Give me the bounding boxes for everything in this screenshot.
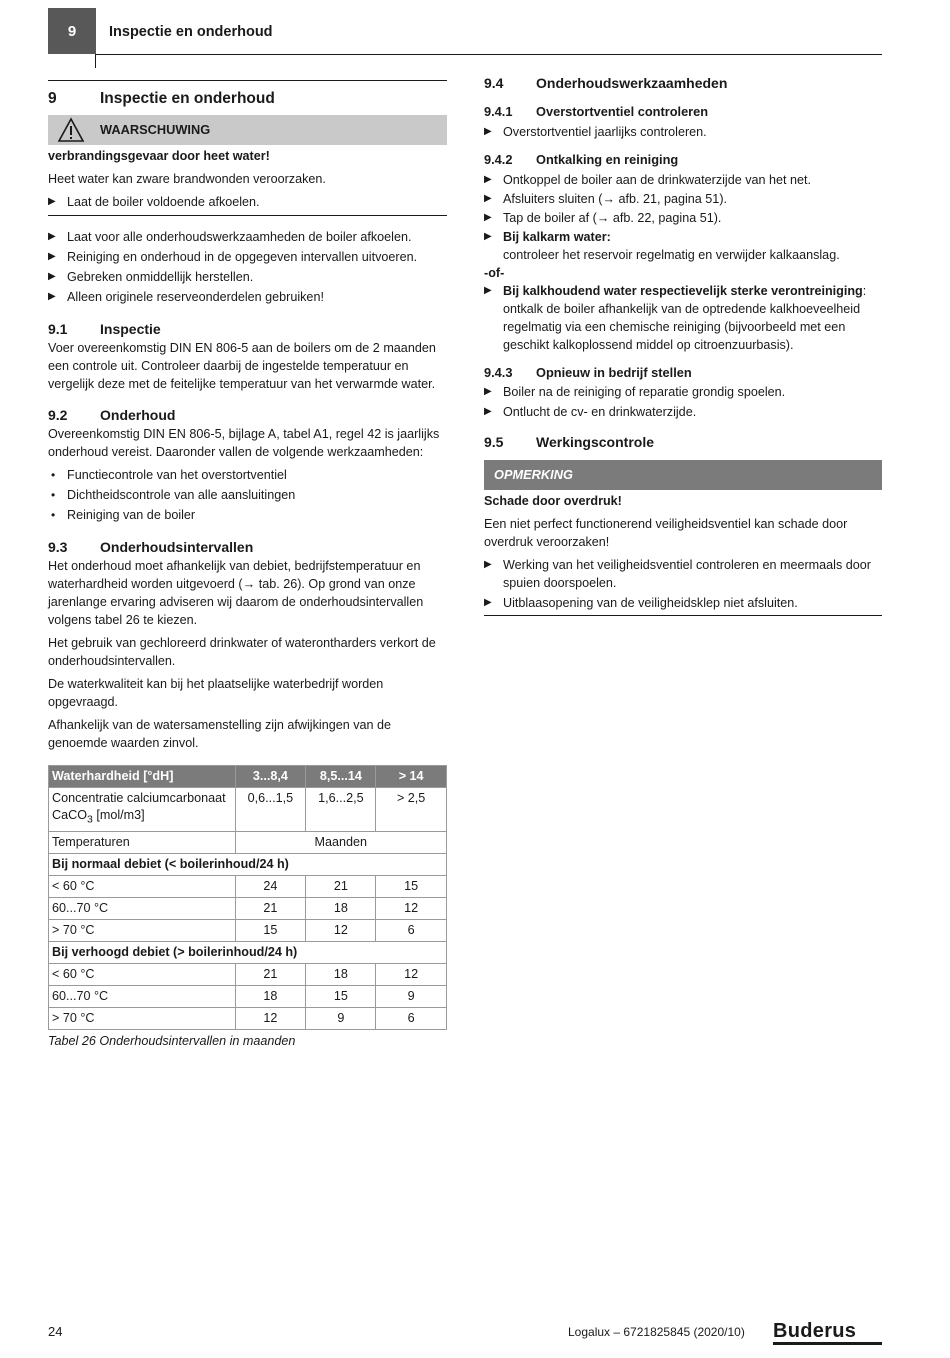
descaling-hard-items — [484, 282, 882, 354]
left-column — [48, 70, 447, 1048]
section-title: Overstortventiel controleren — [536, 104, 709, 119]
section-number: 9.1 — [48, 321, 68, 337]
chapter-title: Inspectie en onderhoud — [109, 24, 273, 40]
table-cell: 18 — [306, 963, 376, 985]
intervals-paragraph-2: Het gebruik van gechloreerd drinkwater of waterontharders verkort de onderhoudsintervallen. — [48, 636, 436, 668]
warning-label: WAARSCHUWING — [100, 122, 211, 137]
section-number: 9.4 — [484, 75, 504, 91]
list-item-text: Dichtheidscontrole van alle aansluitingen — [67, 488, 296, 502]
triangle-right-icon: ▶ — [48, 231, 56, 242]
table-caption: Tabel 26 Onderhoudsintervallen in maanden — [48, 1033, 296, 1048]
list-item-text: Gebreken onmiddellijk herstellen. — [67, 270, 254, 284]
table-cell: 12 — [376, 963, 447, 985]
bullet-dot-icon: • — [51, 508, 56, 522]
table-cell: Temperaturen — [49, 831, 236, 853]
table-cell: > 70 °C — [49, 1007, 236, 1029]
section-9-4-3-heading — [484, 364, 882, 382]
table-cell: < 60 °C — [49, 963, 236, 985]
restart-items — [484, 383, 882, 421]
table-cell: Maanden — [235, 831, 447, 853]
chapter-number-box: 9 — [48, 8, 96, 54]
list-item — [484, 209, 882, 227]
section-9-2-heading — [48, 405, 447, 425]
table-group-cell: Bij verhoogd debiet (> boilerinhoud/24 h) — [49, 941, 447, 963]
bullet-dot-icon: • — [51, 468, 56, 482]
table-cell: 24 — [235, 875, 306, 897]
table-header: 3...8,4 — [235, 766, 306, 788]
warning-end-rule — [48, 215, 447, 216]
warning-actions — [48, 193, 447, 211]
table-row — [49, 985, 447, 1007]
maintenance-text: Overeenkomstig DIN EN 806-5, bijlage A, tabel A1, regel 42 is jaarlijks onderhoud vereist. Daaronder vallen de volgende werkzaamheden: — [48, 427, 440, 459]
list-item-text: Laat voor alle onderhoudswerkzaamheden de boiler afkoelen. — [67, 230, 412, 244]
triangle-right-icon: ▶ — [484, 212, 492, 223]
page-number: 24 — [48, 1324, 63, 1339]
note-bar — [484, 460, 882, 490]
section-title: Onderhoudsintervallen — [100, 539, 254, 555]
table-cell: < 60 °C — [49, 875, 236, 897]
triangle-right-icon: ▶ — [484, 285, 492, 296]
note-items — [484, 556, 882, 612]
list-item — [484, 556, 882, 592]
list-item-text: Overstortventiel jaarlijks controleren. — [503, 125, 707, 139]
header-rule — [96, 54, 882, 55]
descaling-items — [484, 171, 882, 264]
list-item — [484, 383, 882, 401]
document-reference: Logalux – 6721825845 (2020/10) — [568, 1325, 745, 1339]
or-separator: -of- — [484, 266, 505, 280]
warning-bar — [48, 115, 447, 145]
list-item-text: Afsluiters sluiten (→ afb. 21, pagina 51). — [503, 192, 728, 206]
warning-triangle-icon — [57, 117, 85, 148]
list-item — [484, 171, 882, 189]
table-cell: 18 — [235, 985, 306, 1007]
triangle-right-icon: ▶ — [48, 196, 56, 207]
list-item-label: Bij kalkarm water: — [503, 230, 611, 244]
table-header: 8,5...14 — [306, 766, 376, 788]
table-cell: 12 — [235, 1007, 306, 1029]
list-item — [484, 594, 882, 612]
list-item-text: Laat de boiler voldoende afkoelen. — [67, 195, 260, 209]
list-item-text: controleer het reservoir regelmatig en verwijder kalkaanslag. — [503, 248, 840, 262]
list-item — [48, 228, 447, 246]
warning-text: Heet water kan zware brandwonden veroorzaken. — [48, 172, 326, 186]
section-9-3-heading — [48, 537, 447, 557]
section-9-heading — [48, 89, 447, 109]
list-item — [48, 466, 447, 484]
list-item-text: Werking van het veiligheidsventiel controleren en meermaals door spuien doorspoelen. — [503, 558, 871, 590]
table-row — [49, 897, 447, 919]
section-9-5-heading — [484, 432, 882, 452]
section-number: 9.4.1 — [484, 104, 513, 119]
list-item — [48, 506, 447, 524]
list-item — [484, 123, 882, 141]
list-item — [484, 403, 882, 421]
list-item — [48, 268, 447, 286]
list-item — [48, 193, 447, 211]
general-items — [48, 228, 447, 306]
section-title: Onderhoud — [100, 407, 176, 423]
table-cell: 6 — [376, 919, 447, 941]
list-item-text: Ontkoppel de boiler aan de drinkwaterzijde van het net. — [503, 173, 812, 187]
list-item-text: Ontlucht de cv- en drinkwaterzijde. — [503, 405, 697, 419]
section-title: Opnieuw in bedrijf stellen — [536, 365, 692, 380]
triangle-right-icon: ▶ — [48, 271, 56, 282]
table-cell: 21 — [235, 963, 306, 985]
intervals-paragraph-4: Afhankelijk van de watersamenstelling zijn afwijkingen van de genoemde waarden zinvol. — [48, 718, 392, 750]
table-cell: > 2,5 — [376, 788, 447, 832]
maintenance-items — [48, 466, 447, 524]
section-title: Inspectie — [100, 321, 161, 337]
brand-logo-underline — [773, 1342, 882, 1345]
list-item-text: Boiler na de reiniging of reparatie grondig spoelen. — [503, 385, 786, 399]
section-9-4-heading — [484, 73, 882, 93]
triangle-right-icon: ▶ — [484, 597, 492, 608]
table-header: > 14 — [376, 766, 447, 788]
list-item — [484, 190, 882, 208]
list-item-text: Alleen originele reserveonderdelen gebruiken! — [67, 290, 324, 304]
table-header-row — [49, 766, 447, 788]
header-divider — [95, 54, 96, 68]
brand-logo: Buderus — [773, 1320, 857, 1342]
table-row — [49, 1007, 447, 1029]
triangle-right-icon: ▶ — [48, 251, 56, 262]
section-rule — [48, 80, 447, 81]
table-cell: 18 — [306, 897, 376, 919]
list-item-text: Functiecontrole van het overstortventiel — [67, 468, 287, 482]
warning-heading: verbrandingsgevaar door heet water! — [48, 149, 270, 163]
table-cell — [49, 788, 236, 832]
table-row — [49, 831, 447, 853]
table-cell: 21 — [306, 875, 376, 897]
table-cell: 21 — [235, 897, 306, 919]
note-text: Een niet perfect functionerend veiligheidsventiel kan schade door overdruk veroorzaken! — [484, 517, 848, 549]
cell-text: Concentratie calciumcarbonaat CaCO — [52, 791, 226, 822]
list-item-text: Reiniging en onderhoud in de opgegeven intervallen uitvoeren. — [67, 250, 418, 264]
table-group-row — [49, 853, 447, 875]
table-cell: 60...70 °C — [49, 985, 236, 1007]
table-cell: 9 — [306, 1007, 376, 1029]
cell-subscript: 3 — [87, 813, 93, 826]
table-row — [49, 788, 447, 832]
table-row — [49, 875, 447, 897]
list-item-text: ontkalk de boiler afhankelijk van de optredende kalkhoeveelheid regelmatig via een chemische reiniging (bijvoorbeeld met een geschikt kalkoplossend middel op citroenzuurbasis). — [503, 302, 861, 352]
section-number: 9 — [48, 90, 57, 107]
table-header: Waterhardheid [°dH] — [49, 766, 236, 788]
section-title: Werkingscontrole — [536, 434, 654, 450]
table-cell: > 70 °C — [49, 919, 236, 941]
list-item — [484, 228, 882, 264]
list-item-text: Uitblaasopening van de veiligheidsklep niet afsluiten. — [503, 596, 798, 610]
table-cell: 12 — [376, 897, 447, 919]
bullet-dot-icon: • — [51, 488, 56, 502]
table-row — [49, 963, 447, 985]
list-item-text: Reiniging van de boiler — [67, 508, 196, 522]
table-group-cell: Bij normaal debiet (< boilerinhoud/24 h) — [49, 853, 447, 875]
list-item — [48, 486, 447, 504]
list-item — [484, 282, 882, 354]
triangle-right-icon: ▶ — [484, 174, 492, 185]
valve-items — [484, 123, 882, 141]
table-cell: 15 — [306, 985, 376, 1007]
triangle-right-icon: ▶ — [484, 406, 492, 417]
table-row — [49, 919, 447, 941]
table-cell: 6 — [376, 1007, 447, 1029]
section-title: Inspectie en onderhoud — [100, 90, 275, 107]
triangle-right-icon: ▶ — [484, 231, 492, 242]
section-number: 9.4.3 — [484, 365, 513, 380]
list-item-text: : — [862, 284, 867, 298]
note-label: OPMERKING — [494, 467, 573, 482]
intervals-paragraph-1: Het onderhoud moet afhankelijk van debiet, bedrijfstemperatuur en waterhardheid worden uitgevoerd (→ tab. 26). Op grond van onze jarenlange ervaring adviseren wij daarom de onderhoudsintervallen volgens tabel 26 te kiezen. — [48, 559, 424, 627]
table-cell: 9 — [376, 985, 447, 1007]
table-cell: 1,6...2,5 — [306, 788, 376, 832]
section-number: 9.2 — [48, 407, 68, 423]
section-title: Onderhoudswerkzaamheden — [536, 75, 728, 91]
section-9-4-1-heading — [484, 103, 882, 121]
section-number: 9.3 — [48, 539, 68, 555]
triangle-right-icon: ▶ — [48, 291, 56, 302]
table-cell: 60...70 °C — [49, 897, 236, 919]
table-cell: 12 — [306, 919, 376, 941]
inspection-text: Voer overeenkomstig DIN EN 806-5 aan de boilers om de 2 maanden een controle uit. Controleer daarbij de ingestelde temperatuur en vergelijk deze met de feitelijke temperatuur van het verwarmde water. — [48, 341, 436, 391]
cell-text: [mol/m3] — [92, 808, 145, 822]
triangle-right-icon: ▶ — [484, 559, 492, 570]
note-end-rule — [484, 615, 882, 616]
list-item-text: Tap de boiler af (→ afb. 22, pagina 51). — [503, 211, 722, 225]
list-item-label: Bij kalkhoudend water respectievelijk sterke verontreiniging — [503, 284, 863, 298]
list-item — [48, 288, 447, 306]
triangle-right-icon: ▶ — [484, 126, 492, 137]
right-column — [484, 70, 882, 616]
section-9-1-heading — [48, 319, 447, 339]
table-group-row — [49, 941, 447, 963]
triangle-right-icon: ▶ — [484, 386, 492, 397]
intervals-paragraph-3: De waterkwaliteit kan bij het plaatselijke waterbedrijf worden opgevraagd. — [48, 677, 384, 709]
table-cell: 15 — [235, 919, 306, 941]
section-number: 9.5 — [484, 434, 504, 450]
note-heading: Schade door overdruk! — [484, 494, 622, 508]
section-9-4-2-heading — [484, 151, 882, 169]
intervals-table — [48, 765, 447, 1030]
section-title: Ontkalking en reiniging — [536, 152, 679, 167]
triangle-right-icon: ▶ — [484, 193, 492, 204]
table-cell: 0,6...1,5 — [235, 788, 306, 832]
list-item — [48, 248, 447, 266]
section-number: 9.4.2 — [484, 152, 513, 167]
table-cell: 15 — [376, 875, 447, 897]
